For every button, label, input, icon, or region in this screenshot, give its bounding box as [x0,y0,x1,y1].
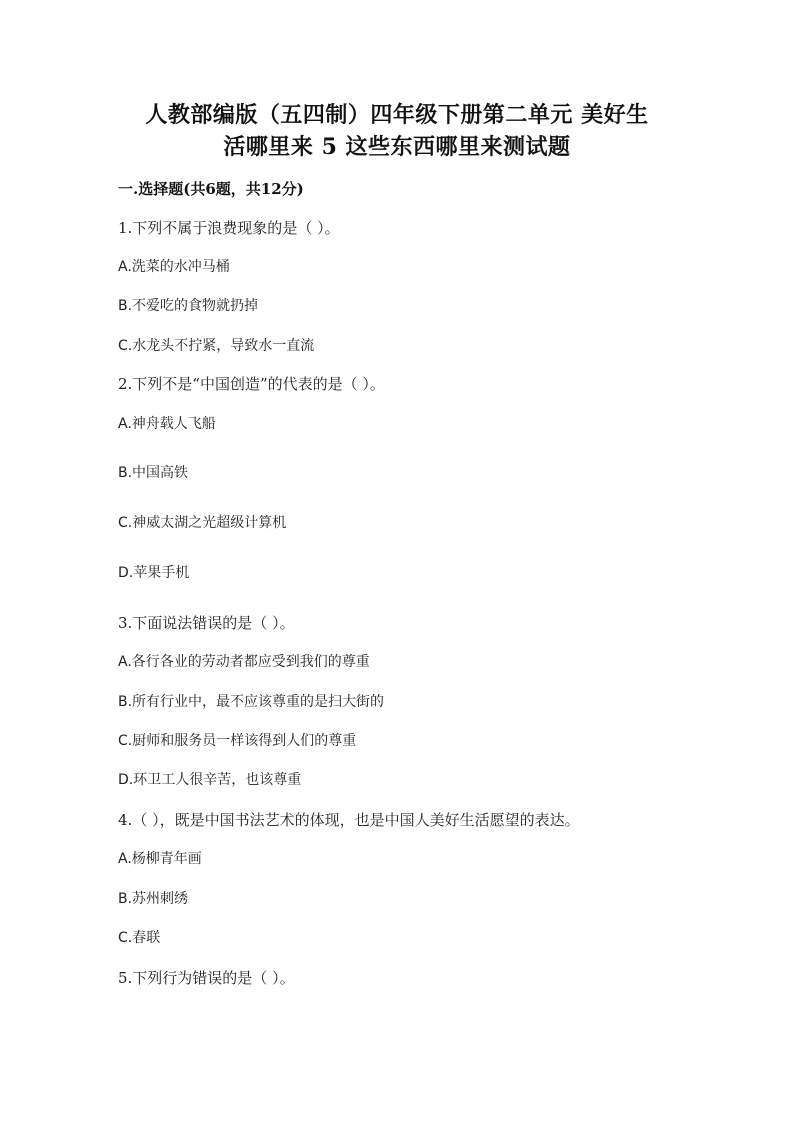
question-2-stem: 2.下列不是“中国创造”的代表的是（ ）。 [118,375,385,393]
question-1-option-b: B.不爱吃的食物就扔掉 [118,298,259,314]
question-3-option-a: A.各行各业的劳动者都应受到我们的尊重 [118,654,370,670]
question-1-option-a: A.洗菜的水冲马桶 [118,259,230,275]
question-3-option-b: B.所有行业中，最不应该尊重的是扫大街的 [118,694,385,710]
question-1-stem: 1.下列不属于浪费现象的是（ ）。 [118,219,340,237]
question-2-option-a: A.神舟载人飞船 [118,416,216,432]
document-title-line-2: 活哪里来 5 这些东西哪里来测试题 [223,134,571,160]
question-4-option-b: B.苏州刺绣 [118,891,189,907]
section-heading: 一.选择题(共6题，共12分) [118,180,304,198]
document-title-line-1: 人教部编版（五四制）四年级下册第二单元 美好生 [145,102,649,128]
question-5-stem: 5.下列行为错误的是（ ）。 [118,969,295,987]
question-4-option-a: A.杨柳青年画 [118,851,202,867]
question-2-option-b: B.中国高铁 [118,465,189,481]
question-4-option-c: C.春联 [118,930,161,946]
question-3-option-c: C.厨师和服务员一样该得到人们的尊重 [118,733,357,749]
question-3-option-d: D.环卫工人很辛苦，也该尊重 [118,772,302,788]
question-2-option-d: D.苹果手机 [118,565,190,581]
question-4-stem: 4.（ ），既是中国书法艺术的体现，也是中国人美好生活愿望的表达。 [118,811,580,829]
question-3-stem: 3.下面说法错误的是（ ）。 [118,614,295,632]
question-2-option-c: C.神威太湖之光超级计算机 [118,515,287,531]
question-1-option-c: C.水龙头不拧紧，导致水一直流 [118,338,315,354]
